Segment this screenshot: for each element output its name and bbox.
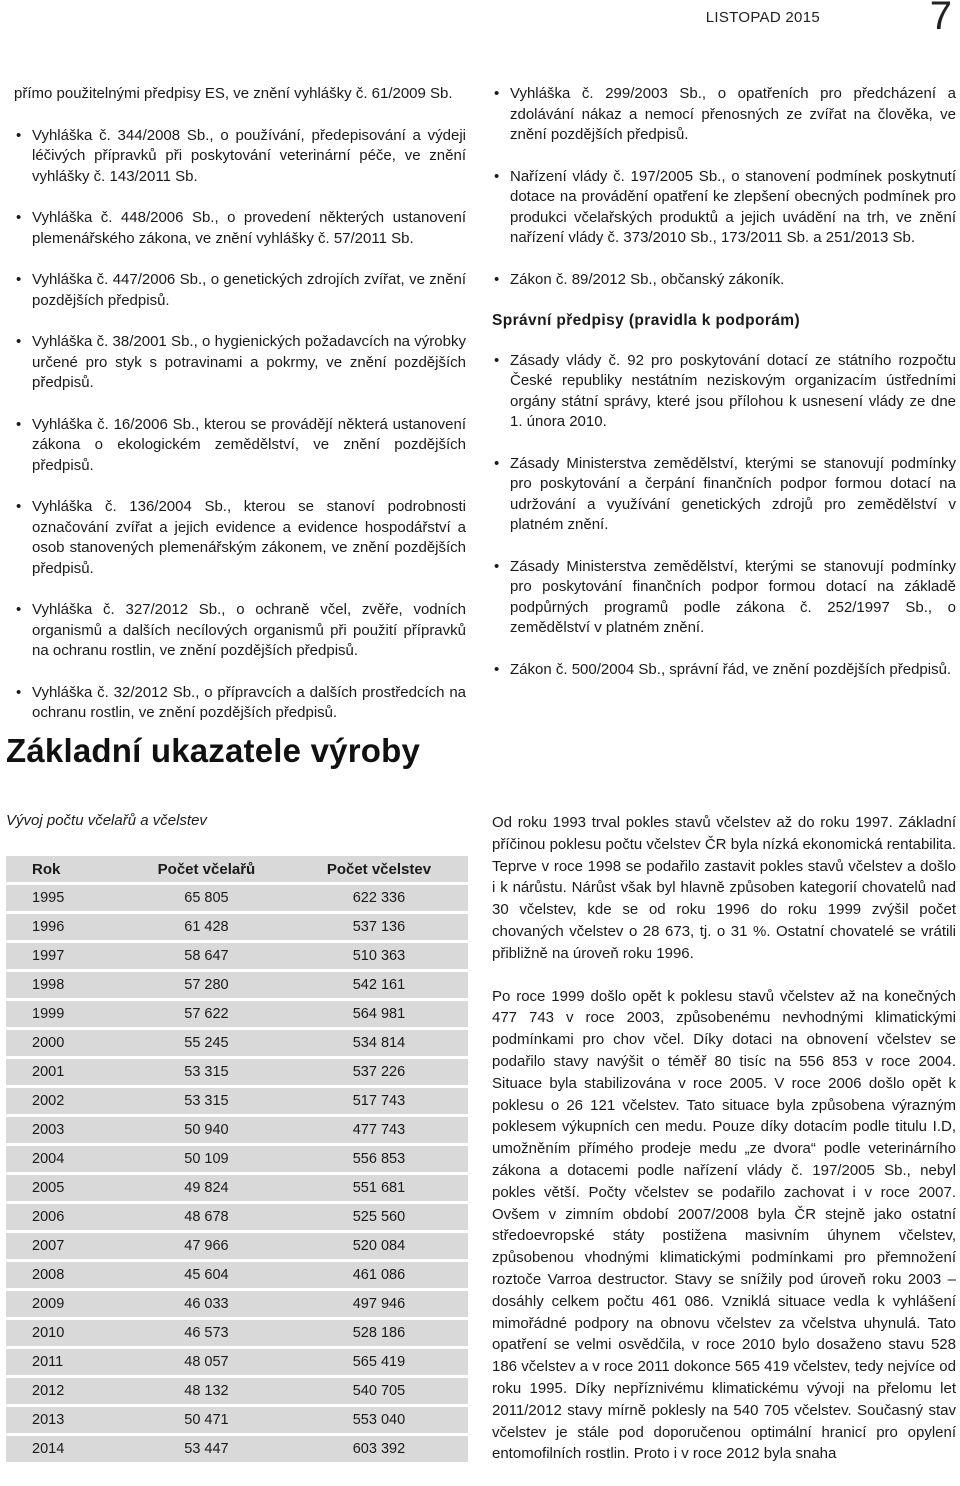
subheading: Správní předpisy (pravidla k podporám) <box>492 312 801 329</box>
cell-colonies: 603 392 <box>290 1436 468 1462</box>
cell-year: 1997 <box>6 943 123 969</box>
cell-year: 2014 <box>6 1436 123 1462</box>
lead-paragraph: přímo použitelnými předpisy ES, ve znění vyhlášky č. 61/2009 Sb. <box>14 85 453 102</box>
list-item: • Zásady Ministerstva zemědělství, kterými se stanovují podmínky pro poskytování a čerpání finančních podpor formou dotací na udržování a využívání genetických zdrojů pro zemědělství v platném znění. <box>492 454 956 536</box>
cell-colonies: 537 226 <box>290 1059 468 1085</box>
list-item: • Vyhláška č. 447/2006 Sb., o genetických zdrojích zvířat, ve znění pozdějších předpisů. <box>14 270 466 311</box>
cell-beekeepers: 57 280 <box>123 972 290 998</box>
cell-year: 2009 <box>6 1291 123 1317</box>
body-paragraph: Po roce 1999 došlo opět k poklesu stavů včelstev až na konečných 477 743 v roce 2003, způsobenému nevhodnými klimatickými podmínkami pro chov včel. Díky dotaci na obnovení včelstev se podařilo stavy navýšit o téměř 80 tisíc na 556 853 v roce 2004. Situace byla stabilizována v roce 2005. V roce 2006 došlo opět k poklesu o 26 121 včelstev. Tato situace byla způsobena výrazným poklesem výkupních cen medu. Pouze díky dotacím podle titulu I.D, umožněním přímého prodeje medu „ze dvora“ podle veterinárního zákona a dotacemi podle nařízení vlády č. 197/2005 Sb., nebyl pokles větší. Počty včelstev se podařilo zachovat i v roce 2007. Ovšem v zimním období 2007/2008 byla ČR stejně jako ostatní středoevropské státy postižena masivním úhynem včelstev, způsobenou vhodnými klimatickými podmínkami pro přemnožení roztoče Varroa destructor. Stavy se snížily pod úroveň roku 2003 – dosáhly celkem počtu 461 086. Vzniklá situace vedla k vyhlášení mimořádné podpory na obnovu včelstev za včelstva uhynulá. Tato opatření se velmi osvědčila, v roce 2010 bylo dosaženo stavu 528 186 včelstev a v roce 2011 dokonce 565 419 včelstev, tedy nejvíce od roku 1995. Díky nepříznivému klimatickému vývoji na přelomu let 2011/2012 stavy mírně poklesly na 540 705 včelstev. Současný stav včelstev je stále pod doporučenou optimální hranicí pro opylení entomofilních rostlin. Proto i v roce 2012 byla snaha <box>492 987 956 1463</box>
table-row <box>6 914 468 940</box>
cell-colonies: 556 853 <box>290 1146 468 1172</box>
header-colonies: Počet včelstev <box>290 856 468 882</box>
page-number: 7 <box>929 0 952 38</box>
cell-year: 2001 <box>6 1059 123 1085</box>
left-column <box>14 84 466 745</box>
cell-beekeepers: 46 573 <box>123 1320 290 1346</box>
regulation-list-right <box>492 84 956 290</box>
list-item: • Vyhláška č. 327/2012 Sb., o ochraně včel, zvěře, vodních organismů a dalších necílových organismů při použití přípravků na ochranu rostlin, ve znění pozdějších předpisů. <box>14 600 466 662</box>
list-item: • Vyhláška č. 16/2006 Sb., kterou se provádějí některá ustanovení zákona o ekologickém zemědělství, ve znění pozdějších předpisů. <box>14 415 466 477</box>
cell-year: 2007 <box>6 1233 123 1259</box>
cell-beekeepers: 47 966 <box>123 1233 290 1259</box>
cell-year: 2004 <box>6 1146 123 1172</box>
list-item: • Nařízení vlády č. 197/2005 Sb., o stanovení podmínek poskytnutí dotace na provádění opatření ke zlepšení obecných podmínek pro produkci včelařských produktů a jejich uvádění na trh, ve znění nařízení vlády č. 373/2010 Sb., 173/2011 Sb. a 251/2013 Sb. <box>492 167 956 249</box>
list-item: • Zákon č. 500/2004 Sb., správní řád, ve znění pozdějších předpisů. <box>492 660 956 681</box>
cell-beekeepers: 53 447 <box>123 1436 290 1462</box>
table-row <box>6 1001 468 1027</box>
cell-colonies: 520 084 <box>290 1233 468 1259</box>
list-item: • Vyhláška č. 299/2003 Sb., o opatřeních pro předcházení a zdolávání nákaz a nemocí přenosných ze zvířat na člověka, ve znění pozdějších předpisů. <box>492 84 956 146</box>
cell-beekeepers: 49 824 <box>123 1175 290 1201</box>
cell-colonies: 510 363 <box>290 943 468 969</box>
table-row <box>6 1146 468 1172</box>
cell-colonies: 528 186 <box>290 1320 468 1346</box>
cell-beekeepers: 58 647 <box>123 943 290 969</box>
table-row <box>6 943 468 969</box>
table-row <box>6 1320 468 1346</box>
cell-colonies: 553 040 <box>290 1407 468 1433</box>
header-beekeepers: Počet včelařů <box>123 856 290 882</box>
cell-year: 2010 <box>6 1320 123 1346</box>
cell-beekeepers: 53 315 <box>123 1088 290 1114</box>
table-body <box>6 885 468 1462</box>
cell-year: 2003 <box>6 1117 123 1143</box>
cell-beekeepers: 55 245 <box>123 1030 290 1056</box>
cell-colonies: 477 743 <box>290 1117 468 1143</box>
table-row <box>6 1088 468 1114</box>
body-paragraph: Od roku 1993 trval pokles stavů včelstev až do roku 1997. Základní příčinou poklesu počtu včelstev ČR byla nízká ekonomická rentabilita. Teprve v roce 1998 se podařilo zastavit pokles stavů včelstev a došlo i k nárůstu. Nárůst však byl hlavně způsoben kategorií chovatelů nad 30 včelstev, kde se od roku 1996 do roku 1999 zvýšil počet chovaných včelstev o 28 673, tj. o 31 %. Ostatní chovatelé se vrátili přibližně na úroveň roku 1996. <box>492 814 956 962</box>
list-item: • Vyhláška č. 32/2012 Sb., o přípravcích a dalších prostředcích na ochranu rostlin, ve znění pozdějších předpisů. <box>14 683 466 724</box>
table-row <box>6 1378 468 1404</box>
cell-beekeepers: 48 678 <box>123 1204 290 1230</box>
list-item: • Vyhláška č. 136/2004 Sb., kterou se stanoví podrobnosti označování zvířat a jejich evidence a evidence hospodářství a osob stanovených plemenářským zákonem, ve znění pozdějších předpisů. <box>14 497 466 579</box>
cell-year: 2012 <box>6 1378 123 1404</box>
cell-beekeepers: 50 940 <box>123 1117 290 1143</box>
page-header <box>0 0 960 40</box>
right-column <box>492 84 956 701</box>
support-rules-list <box>492 351 956 681</box>
cell-colonies: 622 336 <box>290 885 468 911</box>
table-caption: Vývoj počtu včelařů a včelstev <box>6 812 207 829</box>
table-row <box>6 885 468 911</box>
cell-colonies: 534 814 <box>290 1030 468 1056</box>
table-row <box>6 972 468 998</box>
cell-colonies: 565 419 <box>290 1349 468 1375</box>
cell-colonies: 551 681 <box>290 1175 468 1201</box>
table-row <box>6 1436 468 1462</box>
cell-colonies: 461 086 <box>290 1262 468 1288</box>
regulation-list-left <box>14 126 466 724</box>
list-item: • Vyhláška č. 448/2006 Sb., o provedení některých ustanovení plemenářského zákona, ve znění vyhlášky č. 57/2011 Sb. <box>14 208 466 249</box>
list-item: • Zákon č. 89/2012 Sb., občanský zákoník. <box>492 270 956 291</box>
cell-colonies: 517 743 <box>290 1088 468 1114</box>
cell-year: 2008 <box>6 1262 123 1288</box>
cell-year: 1996 <box>6 914 123 940</box>
beekeeping-table <box>6 853 468 1465</box>
cell-year: 1995 <box>6 885 123 911</box>
cell-beekeepers: 50 471 <box>123 1407 290 1433</box>
cell-year: 2011 <box>6 1349 123 1375</box>
cell-colonies: 497 946 <box>290 1291 468 1317</box>
table-row <box>6 1204 468 1230</box>
table-row <box>6 1030 468 1056</box>
cell-colonies: 525 560 <box>290 1204 468 1230</box>
list-item: • Vyhláška č. 38/2001 Sb., o hygienických požadavcích na výrobky určené pro styk s potravinami a pokrmy, ve znění pozdějších předpisů. <box>14 332 466 394</box>
cell-beekeepers: 65 805 <box>123 885 290 911</box>
table-row <box>6 1117 468 1143</box>
cell-year: 2000 <box>6 1030 123 1056</box>
header-year: Rok <box>6 856 123 882</box>
table-row <box>6 1059 468 1085</box>
cell-colonies: 537 136 <box>290 914 468 940</box>
table-row <box>6 1291 468 1317</box>
list-item: • Zásady vlády č. 92 pro poskytování dotací ze státního rozpočtu České republiky nestátním neziskovým organizacím ústředními orgány státní správy, které jsou přílohou k usnesení vlády ze dne 1. února 2010. <box>492 351 956 433</box>
cell-beekeepers: 53 315 <box>123 1059 290 1085</box>
table-row <box>6 1407 468 1433</box>
cell-year: 2013 <box>6 1407 123 1433</box>
cell-colonies: 540 705 <box>290 1378 468 1404</box>
cell-beekeepers: 50 109 <box>123 1146 290 1172</box>
section-title: Základní ukazatele výroby <box>6 732 421 769</box>
cell-beekeepers: 48 132 <box>123 1378 290 1404</box>
cell-beekeepers: 48 057 <box>123 1349 290 1375</box>
body-text-column <box>492 812 956 1486</box>
cell-beekeepers: 45 604 <box>123 1262 290 1288</box>
cell-year: 1998 <box>6 972 123 998</box>
cell-year: 1999 <box>6 1001 123 1027</box>
table-row <box>6 1262 468 1288</box>
cell-year: 2002 <box>6 1088 123 1114</box>
table-header-row <box>6 856 468 882</box>
table-row <box>6 1233 468 1259</box>
cell-beekeepers: 61 428 <box>123 914 290 940</box>
table-row <box>6 1175 468 1201</box>
cell-year: 2006 <box>6 1204 123 1230</box>
cell-beekeepers: 46 033 <box>123 1291 290 1317</box>
cell-colonies: 542 161 <box>290 972 468 998</box>
list-item: • Zásady Ministerstva zemědělství, kterými se stanovují podmínky pro poskytování finančních podpor formou dotací na základě podpůrných programů podle zákona č. 252/1997 Sb., o zemědělství v platném znění. <box>492 557 956 639</box>
table-row <box>6 1349 468 1375</box>
issue-label: LISTOPAD 2015 <box>705 9 820 26</box>
cell-beekeepers: 57 622 <box>123 1001 290 1027</box>
cell-colonies: 564 981 <box>290 1001 468 1027</box>
cell-year: 2005 <box>6 1175 123 1201</box>
list-item: • Vyhláška č. 344/2008 Sb., o používání, předepisování a výdeji léčivých přípravků při poskytování veterinární péče, ve znění vyhlášky č. 143/2011 Sb. <box>14 126 466 188</box>
